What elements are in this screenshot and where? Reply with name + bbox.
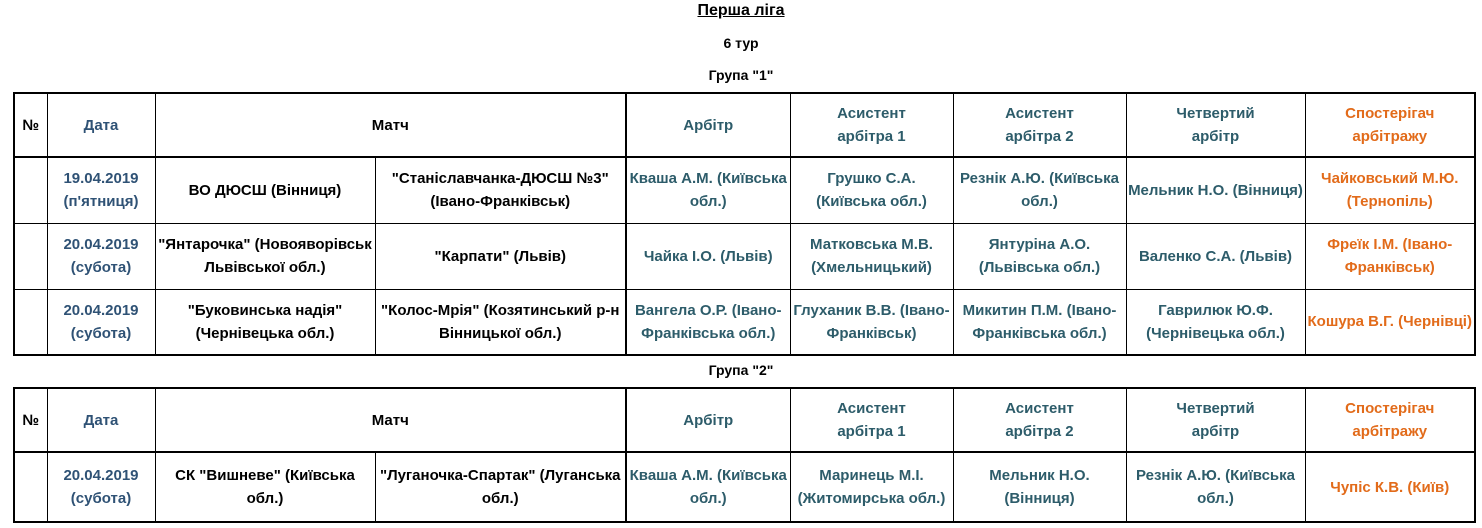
row-observer: Фреїк І.М. (Івано-Франківськ)	[1305, 223, 1475, 289]
row-fourth: Резнік А.Ю. (Київська обл.)	[1126, 452, 1305, 522]
row-fourth: Гаврилюк Ю.Ф. (Чернівецька обл.)	[1126, 289, 1305, 355]
row-home-team: СК "Вишневе" (Київська обл.)	[155, 452, 375, 522]
page-title: Перша ліга	[697, 2, 785, 19]
col-header-observer: Спостерігач арбітражу	[1305, 388, 1475, 452]
col-header-referee: Арбітр	[626, 93, 790, 157]
col-header-fourth: Четвертий арбітр	[1126, 388, 1305, 452]
row-assistant1: Матковська М.В. (Хмельницький)	[790, 223, 953, 289]
row-away-team: "Карпати" (Львів)	[375, 223, 626, 289]
header-row	[14, 388, 1475, 452]
row-away-team: "Колос-Мрія" (Козятинський р-н Вінницької обл.)	[375, 289, 626, 355]
row-assistant1: Маринець М.І. (Житомирська обл.)	[790, 452, 953, 522]
col-header-assistant2: Асистент арбітра 2	[953, 388, 1126, 452]
row-home-team: "Янтарочка" (Новояворівськ Львівської обл.)	[155, 223, 375, 289]
row-home-team: ВО ДЮСШ (Вінниця)	[155, 157, 375, 223]
table-row	[14, 452, 1475, 522]
row-no	[14, 452, 47, 522]
group-2-table	[13, 387, 1476, 523]
col-header-assistant1: Асистент арбітра 1	[790, 388, 953, 452]
row-referee: Кваша А.М. (Київська обл.)	[626, 157, 790, 223]
row-date: 20.04.2019 (субота)	[47, 289, 155, 355]
col-header-referee: Арбітр	[626, 388, 790, 452]
row-observer: Кошура В.Г. (Чернівці)	[1305, 289, 1475, 355]
round-label: 6 тур	[723, 35, 759, 51]
row-assistant1: Грушко С.А. (Київська обл.)	[790, 157, 953, 223]
row-date: 19.04.2019 (п'ятниця)	[47, 157, 155, 223]
row-assistant2: Янтуріна А.О. (Львівська обл.)	[953, 223, 1126, 289]
row-fourth: Валенко С.А. (Львів)	[1126, 223, 1305, 289]
row-fourth: Мельник Н.О. (Вінниця)	[1126, 157, 1305, 223]
row-away-team: "Луганочка-Спартак" (Луганська обл.)	[375, 452, 626, 522]
group-1-label: Група "1"	[708, 67, 774, 83]
row-date: 20.04.2019 (субота)	[47, 452, 155, 522]
col-header-match: Матч	[155, 388, 626, 452]
row-assistant2: Мельник Н.О. (Вінниця)	[953, 452, 1126, 522]
col-header-assistant2: Асистент арбітра 2	[953, 93, 1126, 157]
col-header-date: Дата	[47, 388, 155, 452]
col-header-match: Матч	[155, 93, 626, 157]
row-away-team: "Станіславчанка-ДЮСШ №3" (Івано-Франківськ)	[375, 157, 626, 223]
table-row	[14, 157, 1475, 223]
row-home-team: "Буковинська надія" (Чернівецька обл.)	[155, 289, 375, 355]
col-header-fourth: Четвертий арбітр	[1126, 93, 1305, 157]
row-observer: Чупіс К.В. (Київ)	[1305, 452, 1475, 522]
group-1-table	[13, 92, 1476, 356]
row-no	[14, 223, 47, 289]
row-assistant1: Глуханик В.В. (Івано-Франківськ)	[790, 289, 953, 355]
col-header-date: Дата	[47, 93, 155, 157]
row-referee: Чайка І.О. (Львів)	[626, 223, 790, 289]
table-row	[14, 289, 1475, 355]
col-header-no: №	[14, 93, 47, 157]
row-no	[14, 289, 47, 355]
row-observer: Чайковський М.Ю. (Тернопіль)	[1305, 157, 1475, 223]
row-referee: Кваша А.М. (Київська обл.)	[626, 452, 790, 522]
row-assistant2: Резнік А.Ю. (Київська обл.)	[953, 157, 1126, 223]
header-row	[14, 93, 1475, 157]
group-2-label: Група "2"	[708, 362, 774, 378]
row-no	[14, 157, 47, 223]
col-header-assistant1: Асистент арбітра 1	[790, 93, 953, 157]
row-referee: Вангела О.Р. (Івано-Франківська обл.)	[626, 289, 790, 355]
row-date: 20.04.2019 (субота)	[47, 223, 155, 289]
col-header-observer: Спостерігач арбітражу	[1305, 93, 1475, 157]
row-assistant2: Микитин П.М. (Івано-Франківська обл.)	[953, 289, 1126, 355]
table-row	[14, 223, 1475, 289]
col-header-no: №	[14, 388, 47, 452]
